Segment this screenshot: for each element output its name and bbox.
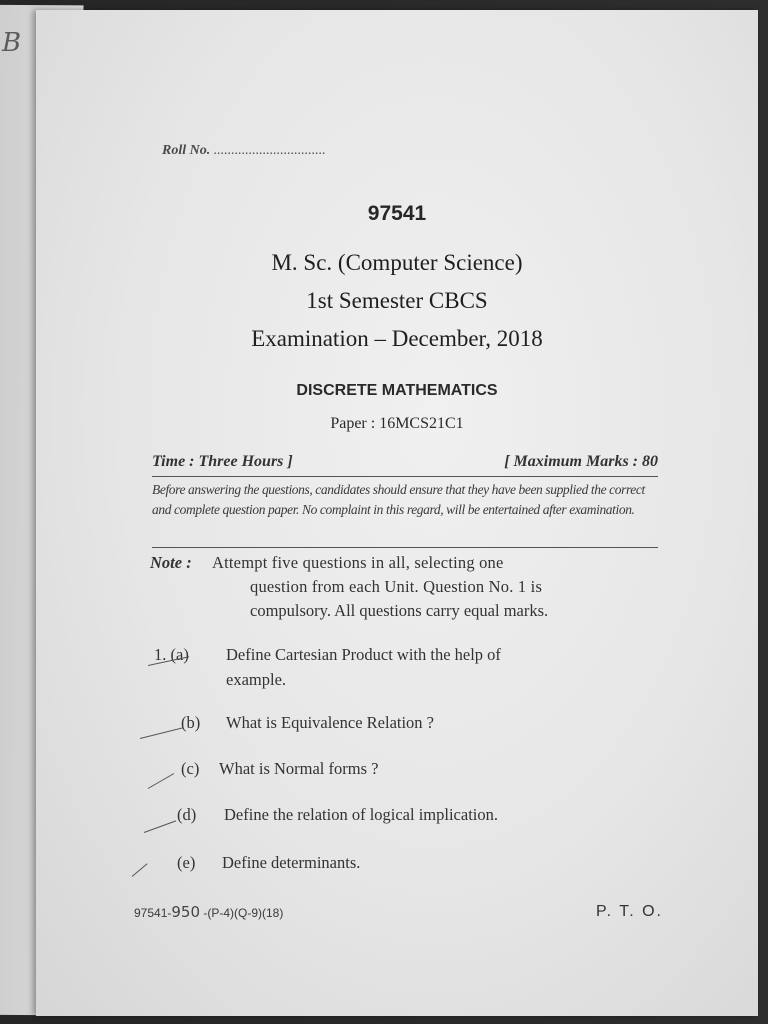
question-1a	[154, 642, 659, 692]
divider-bottom	[152, 547, 658, 548]
question-text: Define determinants.	[222, 853, 361, 872]
note-label: Note :	[150, 553, 192, 572]
maximum-marks: [ Maximum Marks : 80	[504, 453, 658, 470]
subject-title: DISCRETE MATHEMATICS	[296, 382, 498, 399]
question-text: What is Normal forms ?	[219, 759, 379, 778]
please-turn-over: P. T. O.	[596, 903, 663, 920]
pen-tick-mark	[140, 727, 184, 739]
question-1e	[177, 850, 360, 875]
note-body	[212, 551, 662, 623]
question-text: What is Equivalence Relation ?	[226, 713, 435, 732]
time-allowed: Time : Three Hours ]	[152, 453, 293, 470]
exam-paper	[36, 10, 758, 1016]
footer-code-suffix: -(P-4)(Q-9)(18)	[200, 906, 284, 920]
question-label: (b)	[181, 713, 201, 732]
question-text-continued: example.	[226, 670, 287, 689]
divider-top	[152, 476, 658, 477]
pen-tick-mark	[148, 773, 174, 789]
examination-session: Examination – December, 2018	[251, 326, 543, 351]
question-1b	[181, 710, 434, 735]
question-text: Define Cartesian Product with the help of	[226, 645, 501, 664]
footer-handwritten-count: 950	[171, 903, 201, 921]
note-line-3: compulsory. All questions carry equal marks.	[250, 601, 549, 620]
question-1d	[177, 802, 498, 827]
programme-title: M. Sc. (Computer Science)	[271, 250, 523, 275]
question-label: (d)	[177, 805, 197, 824]
question-label: (e)	[177, 853, 196, 872]
question-text: Define the relation of logical implication.	[224, 805, 498, 824]
time-marks-row	[152, 453, 658, 471]
corner-handwritten-mark: B	[2, 28, 22, 58]
paper-code-number: 97541	[367, 202, 427, 225]
paper-code: Paper : 16MCS21C1	[330, 415, 464, 432]
pen-tick-mark	[132, 863, 148, 877]
roll-number-label: Roll No.	[162, 143, 211, 158]
footer-paper-code	[134, 903, 283, 921]
question-label: (c)	[181, 759, 200, 778]
footer-code-prefix: 97541-	[134, 906, 172, 920]
candidate-instructions: Before answering the questions, candidates should ensure that they have been supplied the correct and complete question paper. No complaint in this regard, will be entertained after examination.	[152, 482, 645, 517]
note-line-2: question from each Unit. Question No. 1 is	[250, 577, 543, 596]
pen-tick-mark	[144, 820, 176, 833]
question-label: 1. (a)	[154, 645, 189, 664]
note-line-1: Attempt five questions in all, selecting one	[212, 553, 504, 572]
roll-number-blank: ................................	[213, 143, 326, 158]
roll-number-field	[162, 143, 326, 159]
semester-title: 1st Semester CBCS	[306, 288, 488, 313]
note-block	[150, 551, 662, 626]
question-1c	[181, 756, 378, 781]
